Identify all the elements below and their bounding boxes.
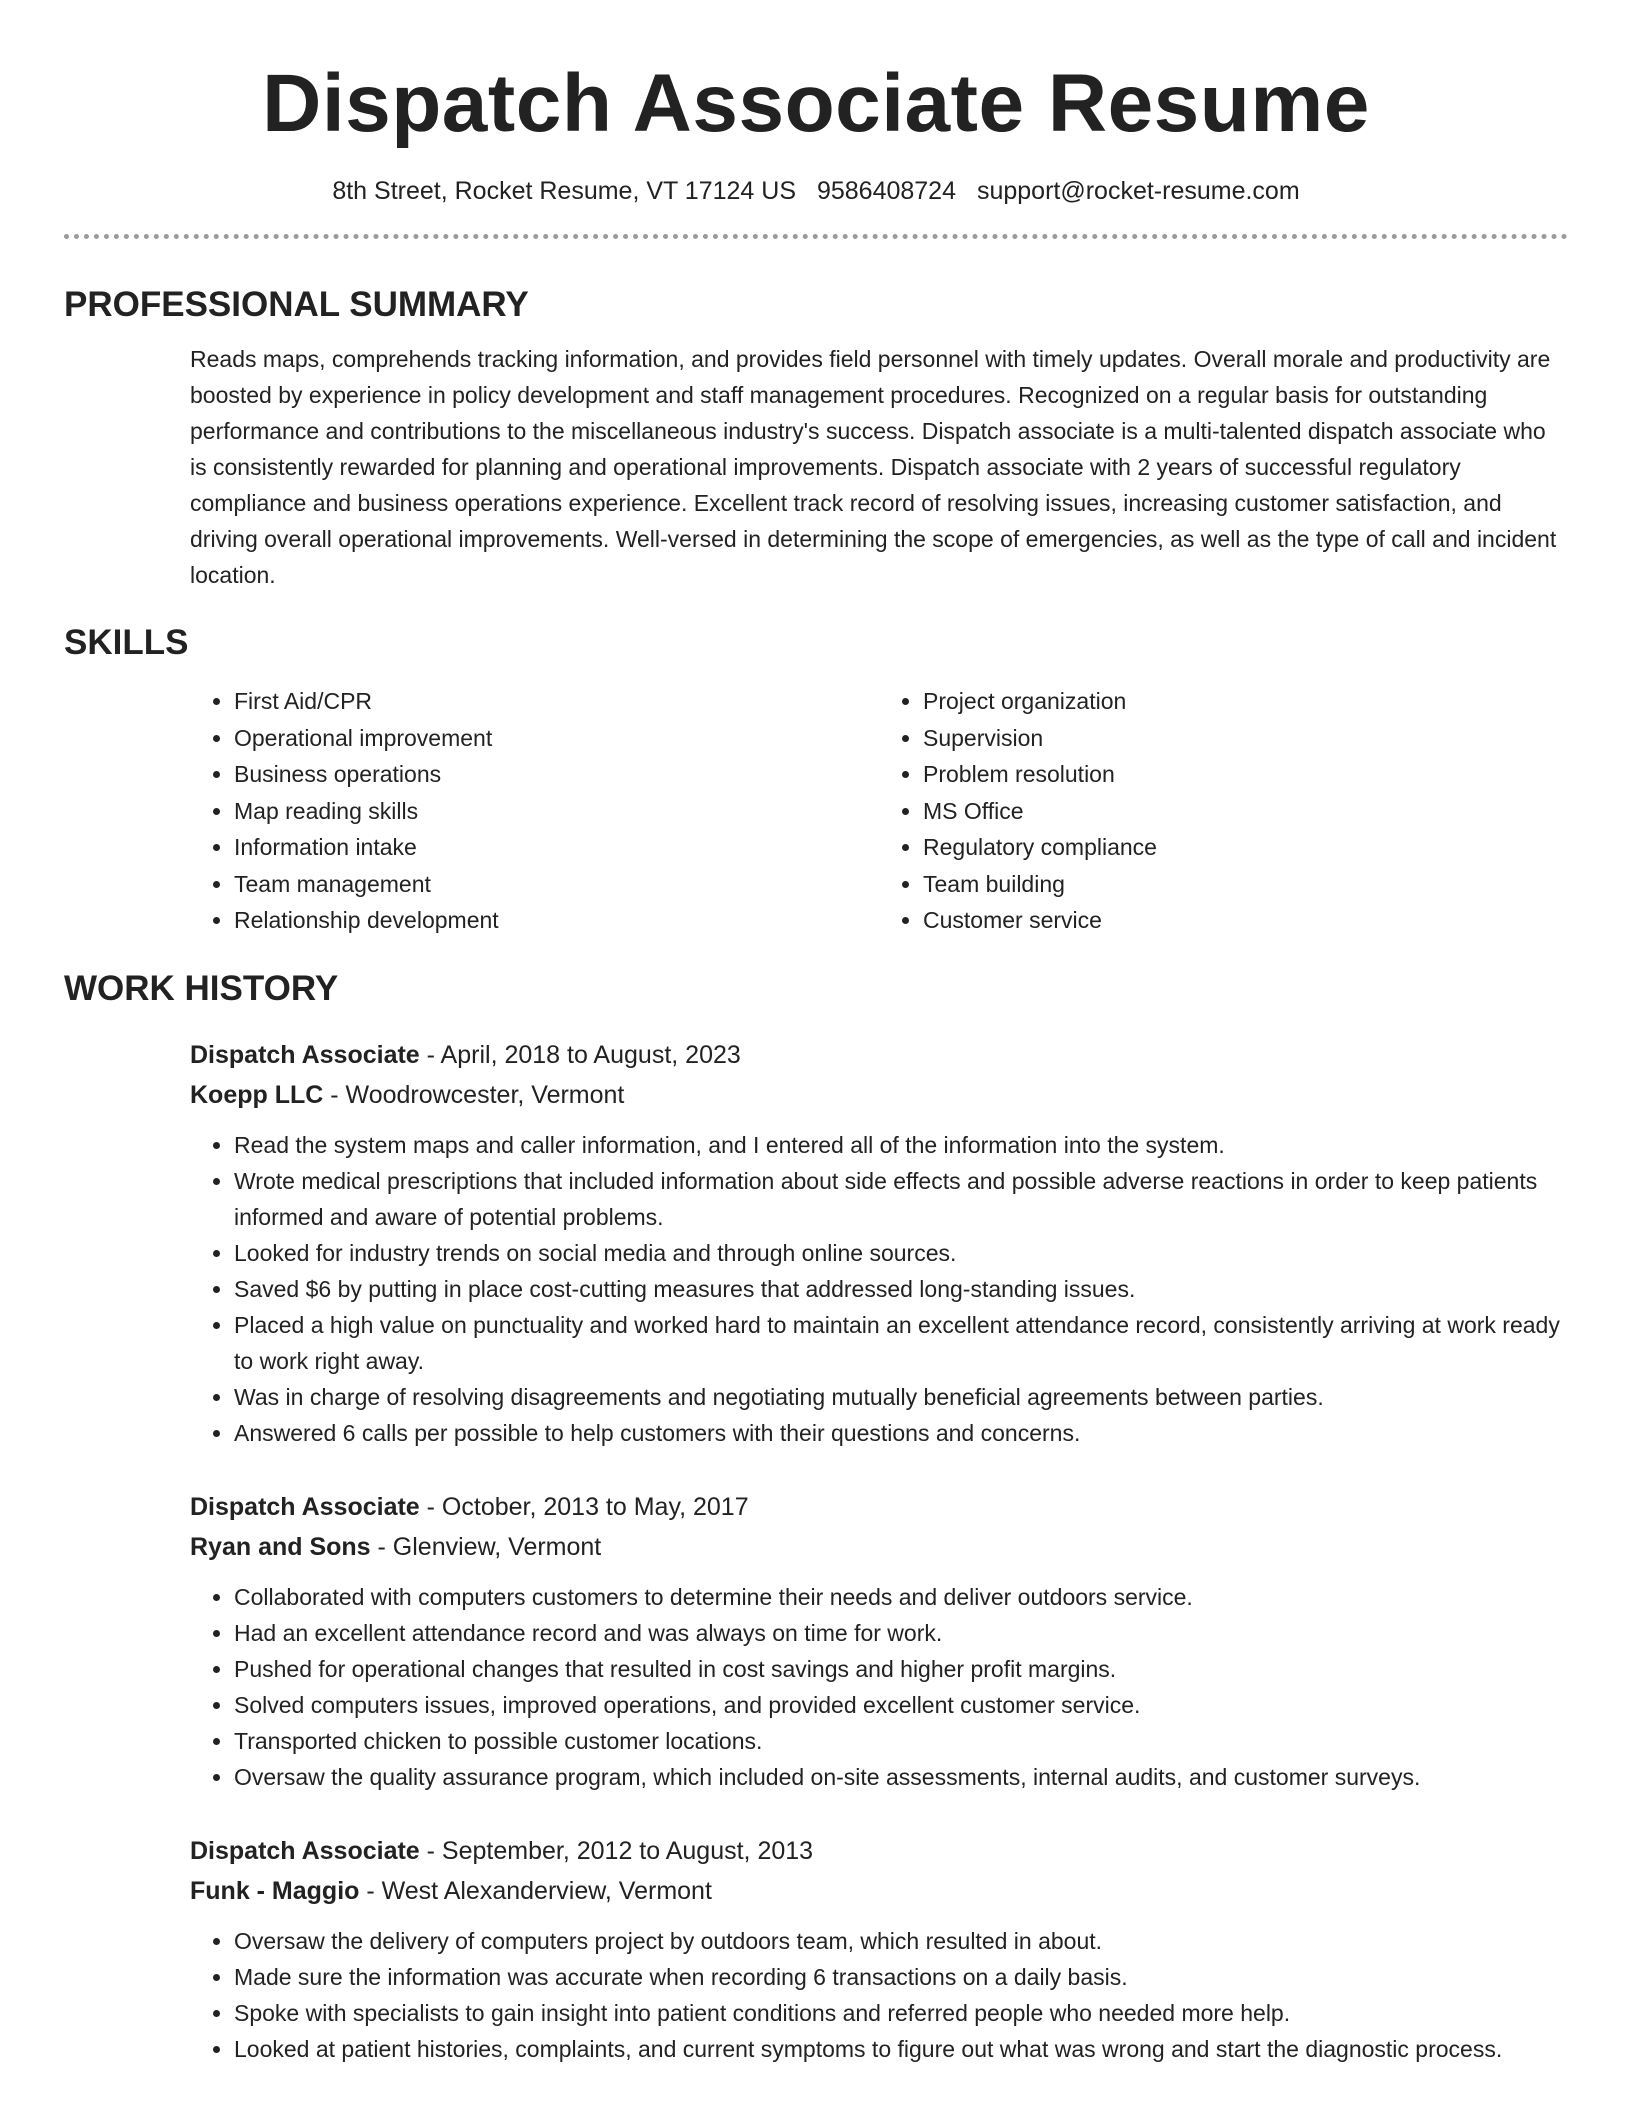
skill-item: • Information intake <box>234 829 879 866</box>
skill-item: • Customer service <box>923 902 1568 939</box>
skill-item: • Team management <box>234 866 879 903</box>
skills-grid <box>190 683 1568 939</box>
job-bullet: • Was in charge of resolving disagreements and negotiating mutually beneficial agreements between parties. <box>234 1379 1568 1415</box>
contact-email: support@rocket-resume.com <box>976 177 1300 205</box>
job-title-line <box>190 1831 1568 1871</box>
job-entry-3 <box>190 1831 1568 2067</box>
job-bullets <box>190 1579 1568 1795</box>
job-bullet: • Pushed for operational changes that resulted in cost savings and higher profit margins. <box>234 1651 1568 1687</box>
job-company-line <box>190 1075 1568 1115</box>
job-bullet: • Read the system maps and caller information, and I entered all of the information into the system. <box>234 1127 1568 1163</box>
job-bullet: • Looked at patient histories, complaints, and current symptoms to figure out what was wrong and start the diagnostic process. <box>234 2031 1568 2067</box>
skill-item: • Relationship development <box>234 902 879 939</box>
job-title: Dispatch Associate <box>190 1836 420 1865</box>
contact-phone: 9586408724 <box>816 177 956 205</box>
job-bullet: • Transported chicken to possible customer locations. <box>234 1723 1568 1759</box>
job-bullet: • Wrote medical prescriptions that included information about side effects and possible adverse reactions in order to keep patients informed and aware of potential problems. <box>234 1163 1568 1235</box>
job-bullet: • Solved computers issues, improved operations, and provided excellent customer service. <box>234 1687 1568 1723</box>
skill-item: • Business operations <box>234 756 879 793</box>
skill-item: • Problem resolution <box>923 756 1568 793</box>
job-location: - Woodrowcester, Vermont <box>323 1080 625 1109</box>
job-bullet: • Oversaw the delivery of computers project by outdoors team, which resulted in about. <box>234 1923 1568 1959</box>
job-title: Dispatch Associate <box>190 1492 420 1521</box>
skill-item: • Supervision <box>923 720 1568 757</box>
job-company: Ryan and Sons <box>190 1532 371 1561</box>
job-bullet: • Collaborated with computers customers to determine their needs and deliver outdoors service. <box>234 1579 1568 1615</box>
header-divider <box>64 234 1568 239</box>
job-location: - West Alexanderview, Vermont <box>359 1876 712 1905</box>
skills-column-right <box>879 683 1568 939</box>
contact-info <box>64 174 1568 208</box>
job-dates: - September, 2012 to August, 2013 <box>419 1836 814 1865</box>
work-history-section <box>190 1035 1568 2067</box>
job-company-line <box>190 1527 1568 1567</box>
job-title-line <box>190 1487 1568 1527</box>
skill-item: • Project organization <box>923 683 1568 720</box>
skill-item: • Regulatory compliance <box>923 829 1568 866</box>
skill-item: • MS Office <box>923 793 1568 830</box>
skills-heading: SKILLS <box>64 623 189 662</box>
skill-item: • Operational improvement <box>234 720 879 757</box>
skill-item: • First Aid/CPR <box>234 683 879 720</box>
job-entry-1 <box>190 1035 1568 1451</box>
summary-heading: PROFESSIONAL SUMMARY <box>64 285 529 324</box>
job-bullet: • Looked for industry trends on social media and through online sources. <box>234 1235 1568 1271</box>
job-title: Dispatch Associate <box>190 1040 420 1069</box>
job-entry-2 <box>190 1487 1568 1795</box>
skills-section <box>190 683 1568 939</box>
job-location: - Glenview, Vermont <box>370 1532 602 1561</box>
work-history-heading: WORK HISTORY <box>64 968 339 1008</box>
job-title-line <box>190 1035 1568 1075</box>
summary-section <box>190 341 1568 593</box>
job-bullet: • Spoke with specialists to gain insight into patient conditions and referred people who needed more help. <box>234 1995 1568 2031</box>
skills-column-left <box>190 683 879 939</box>
job-company-line <box>190 1871 1568 1911</box>
job-dates: - October, 2013 to May, 2017 <box>419 1492 749 1521</box>
job-bullet: • Placed a high value on punctuality and worked hard to maintain an excellent attendance record, consistently arriving at work ready to work right away. <box>234 1307 1568 1379</box>
job-bullets <box>190 1127 1568 1451</box>
job-dates: - April, 2018 to August, 2023 <box>419 1040 741 1069</box>
skill-item: • Map reading skills <box>234 793 879 830</box>
job-bullet: • Saved $6 by putting in place cost-cutting measures that addressed long-standing issues. <box>234 1271 1568 1307</box>
job-bullets <box>190 1923 1568 2067</box>
resume-title: Dispatch Associate Resume <box>262 58 1370 149</box>
job-bullet: • Made sure the information was accurate when recording 6 transactions on a daily basis. <box>234 1959 1568 1995</box>
job-bullet: • Answered 6 calls per possible to help customers with their questions and concerns. <box>234 1415 1568 1451</box>
job-company: Funk - Maggio <box>190 1876 360 1905</box>
job-company: Koepp LLC <box>190 1080 324 1109</box>
job-bullet: • Oversaw the quality assurance program, which included on-site assessments, internal audits, and customer surveys. <box>234 1759 1568 1795</box>
job-bullet: • Had an excellent attendance record and was always on time for work. <box>234 1615 1568 1651</box>
skill-item: • Team building <box>923 866 1568 903</box>
contact-address: 8th Street, Rocket Resume, VT 17124 US <box>332 177 796 205</box>
summary-text: Reads maps, comprehends tracking information, and provides field personnel with timely updates. Overall morale and productivity are boosted by experience in policy development and staff management procedures. Recognized on a regular basis for outstanding performance and contributions to the miscellaneous industry's success. Dispatch associate is a multi-talented dispatch associate who is consistently rewarded for planning and operational improvements. Dispatch associate with 2 years of successful regulatory compliance and business operations experience. Excellent track record of resolving issues, increasing customer satisfaction, and driving overall operational improvements. Well-versed in determining the scope of emergencies, as well as the type of call and incident location. <box>190 346 1557 588</box>
